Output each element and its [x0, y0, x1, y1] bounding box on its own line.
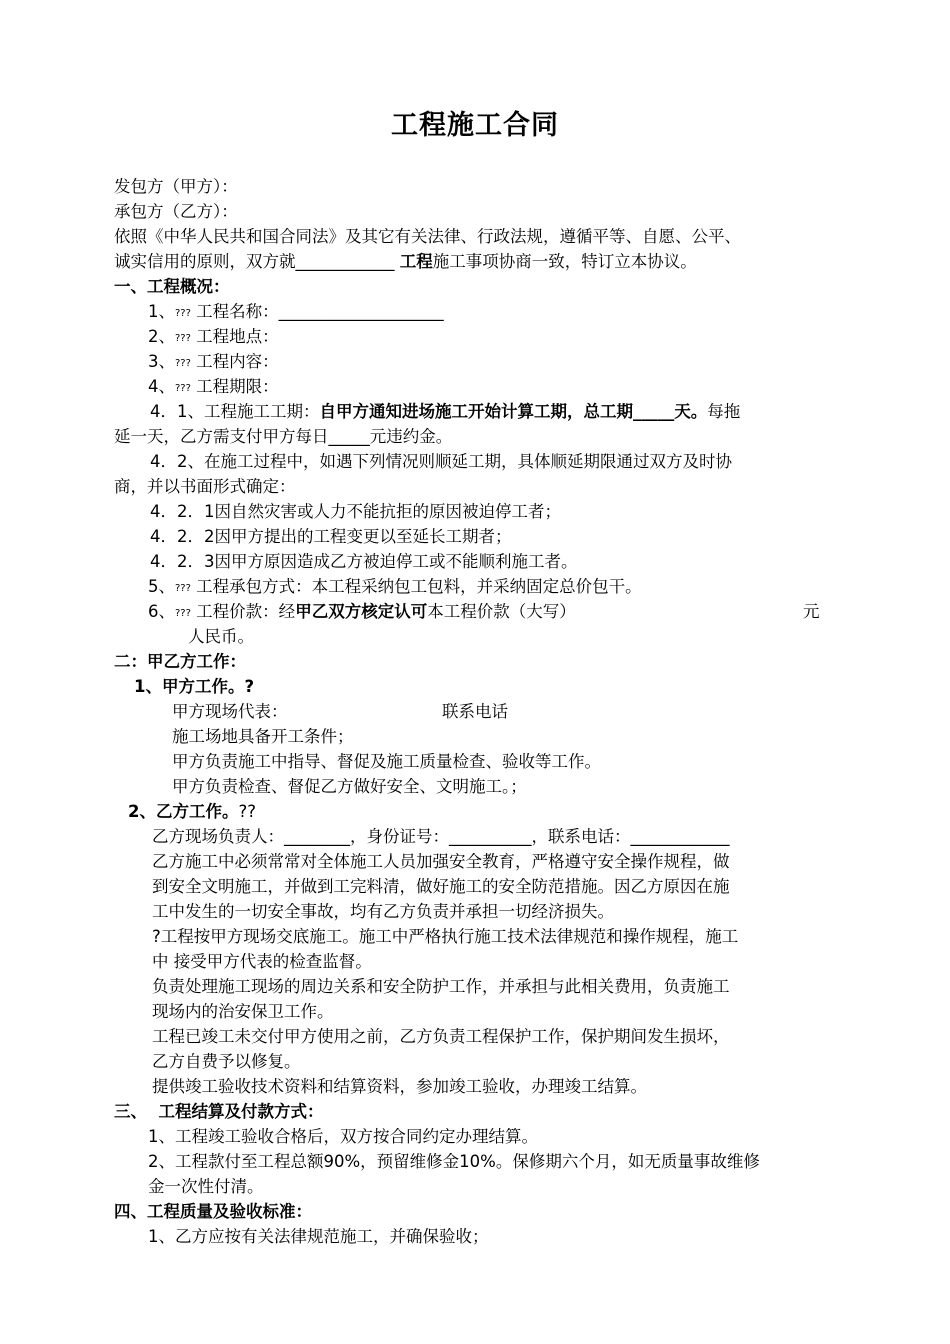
party-b-duty-3-b: 现场内的治安保卫工作。 — [152, 1002, 334, 1021]
party-a-duty-1: 施工场地具备开工条件； — [172, 727, 354, 746]
item-contract-price: 6、??? 工程价款：经甲乙双方核定认可本工程价款（大写） — [148, 602, 576, 621]
party-b-duty-1-a: 乙方施工中必须常常对全体施工人员加强安全教育，严格遵守安全操作规程，做 — [152, 852, 730, 871]
preamble-line-2: 诚实信用的原则，双方就____________ 工程施工事项协商一致，特订立本协议。 — [114, 252, 697, 271]
clause-4-2-2: 4．2．2因甲方提出的工程变更以至延长工期者； — [150, 527, 512, 546]
employer-line: 发包方（甲方）： — [114, 177, 238, 196]
clause-4-2-3: 4．2．3因甲方原因造成乙方被迫停工或不能顺利施工者。 — [150, 552, 578, 571]
party-b-duty-5: 提供竣工验收技术资料和结算资料，参加竣工验收，办理竣工结算。 — [152, 1077, 647, 1096]
settlement-item-1: 1、工程竣工验收合格后，双方按合同约定办理结算。 — [148, 1127, 538, 1146]
item-project-period: 4、??? 工程期限： — [148, 377, 279, 396]
party-a-duty-3: 甲方负责检查、督促乙方做好安全、文明施工。； — [172, 777, 527, 796]
section-3-heading: 三、 工程结算及付款方式： — [114, 1102, 324, 1121]
party-b-duty-4-a: 工程已竣工未交付甲方使用之前，乙方负责工程保护工作，保护期间发生损坏， — [152, 1027, 730, 1046]
party-a-phone-label: 联系电话 — [442, 702, 508, 721]
clause-4-1-cont: 延一天，乙方需支付甲方每日_____元违约金。 — [114, 427, 453, 446]
preamble-line-1: 依照《中华人民共和国合同法》及其它有关法律、行政法规，遵循平等、自愿、公平、 — [114, 227, 741, 246]
item-contract-method: 5、??? 工程承包方式：本工程采纳包工包料，并采纳固定总价包干。 — [148, 577, 642, 596]
party-a-representative: 甲方现场代表： — [172, 702, 288, 721]
settlement-item-2: 2、工程款付至工程总额90%，预留维修金10%。保修期六个月，如无质量事故维修 — [148, 1152, 760, 1171]
item-project-location: 2、??? 工程地点： — [148, 327, 279, 346]
party-b-duty-2-b: 中 接受甲方代表的检查监督。 — [152, 952, 372, 971]
price-unit: 元 — [803, 602, 820, 621]
party-b-duty-1-c: 工中发生的一切安全事故，均有乙方负责并承担一切经济损失。 — [152, 902, 614, 921]
settlement-item-2-cont: 金一次性付清。 — [148, 1177, 264, 1196]
item-project-name: 1、??? 工程名称：____________________ — [148, 302, 444, 321]
item-project-content: 3、??? 工程内容： — [148, 352, 279, 371]
section-1-heading: 一、工程概况： — [114, 277, 230, 296]
party-b-work-heading: 2、乙方工作。?? — [128, 802, 256, 821]
contractor-line: 承包方（乙方）： — [114, 202, 238, 221]
party-a-work-heading: 1、甲方工作。? — [134, 677, 255, 696]
page-title: 工程施工合同 — [391, 110, 559, 141]
party-b-contacts: 乙方现场负责人：________，身份证号：__________，联系电话：____________ — [152, 827, 730, 846]
party-a-duty-2: 甲方负责施工中指导、督促及施工质量检查、验收等工作。 — [172, 752, 601, 771]
clause-4-2-cont: 商，并以书面形式确定： — [114, 477, 296, 496]
party-b-duty-2-a: ?工程按甲方现场交底施工。施工中严格执行施工技术法律规范和操作规程，施工 — [152, 927, 739, 946]
clause-4-2: 4．2、在施工过程中，如遇下列情况则顺延工期，具体顺延期限通过双方及时协 — [150, 452, 732, 471]
price-currency: 人民币。 — [188, 627, 254, 646]
party-b-duty-4-b: 乙方自费予以修复。 — [152, 1052, 301, 1071]
clause-4-2-1: 4．2．1因自然灾害或人力不能抗拒的原因被迫停工者； — [150, 502, 561, 521]
section-2-heading: 二：甲乙方工作： — [114, 652, 246, 671]
clause-4-1: 4．1、工程施工工期：自甲方通知进场施工开始计算工期，总工期_____天。每拖 — [150, 402, 741, 421]
party-b-duty-1-b: 到安全文明施工，并做到工完料清，做好施工的安全防范措施。因乙方原因在施 — [152, 877, 730, 896]
section-4-heading: 四、工程质量及验收标准： — [114, 1202, 312, 1221]
quality-item-1: 1、乙方应按有关法律规范施工，并确保验收； — [148, 1227, 489, 1246]
party-b-duty-3-a: 负责处理施工现场的周边关系和安全防护工作，并承担与此相关费用，负责施工 — [152, 977, 730, 996]
